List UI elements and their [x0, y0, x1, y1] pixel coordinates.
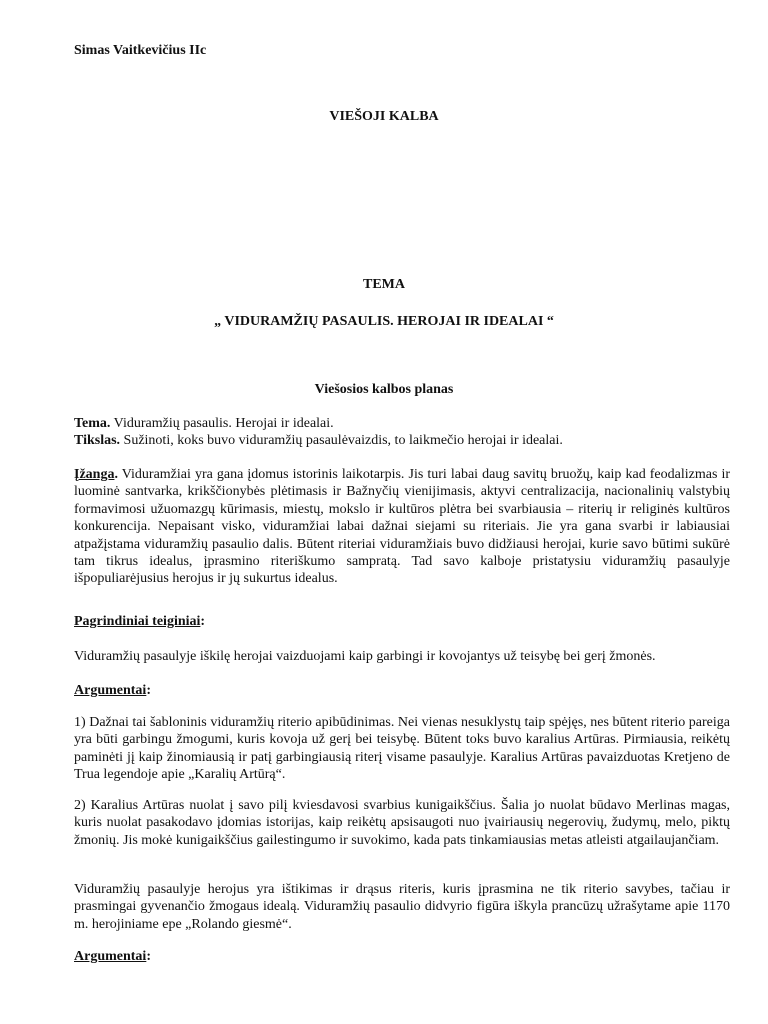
argumentai-heading	[74, 682, 730, 699]
argument-2: 2) Karalius Artūras nuolat į savo pilį kviesdavosi svarbius kunigaikščius. Šalia jo nuolat būdavo Merlinas magas, kuris nuolat pasakodavo įdomias istorijas, kaip reikėtų apsisaugoti nuo įvairiausių negerovių, žudymų, melo, piktų žmonių. Jis mokė kunigaikščius gailestingumo ir suvokimo, kada pats tinkamiausias metas atleisti atgailaujančiam.	[74, 798, 730, 848]
topic-title: „ VIDURAMŽIŲ PASAULIS. HEROJAI IR IDEALAI “	[214, 314, 554, 329]
tema-text: Viduramžių pasaulis. Herojai ir idealai.	[110, 416, 334, 431]
tema-label: Tema.	[74, 416, 111, 431]
author-name: Simas Vaitkevičius IIc	[74, 43, 207, 58]
izanga-text: Viduramžiai yra gana įdomus istorinis laikotarpis. Jis turi labai daug savitų bruožų, kaip kad feodalizmas ir luominė santvarka, krikščionybės plėtimasis ir Bažnyčių vienijimasis, aktyvi centralizacija, nacionalinių valstybių formavimosi užuomazgų kūrimasis, miestų, mokslo ir kultūros plėtra bei svarbiausia – riterių ir religinės kultūros konkurencija. Nepaisant visko, viduramžiai labai dažnai siejami su riteriais. Jie yra gana svarbi ir labiausiai atpažįstama viduramžių pasaulio dalis. Būtent riteriai viduramžiais buvo didžiausi herojai, kurie savo būtimi sukūrė tam tikrus idealus, įprasmino riteriškumo sampratą. Tad savo kalboje pristatysiu viduramžių pasaulyje išpopuliarėjusius herojus ir jų sukurtus idealus.	[74, 467, 730, 587]
pagrindiniai-colon: :	[200, 614, 206, 629]
document-title: VIEŠOJI KALBA	[329, 109, 439, 124]
thesis-2: Viduramžių pasaulyje herojus yra ištikimas ir drąsus riteris, kuris įprasmina ne tik riterio savybes, tačiau ir prasmingai gyvenančio žmogaus idealą. Viduramžių pasaulio didvyrio figūra iškyla prancūzų užrašytame apie 1170 m. herojiniame epe „Rolando giesmė“.	[74, 882, 730, 932]
argumentai-label: Argumentai	[74, 683, 147, 698]
thesis-1: Viduramžių pasaulyje iškilę herojai vaizduojami kaip garbingi ir kovojantys už teisybę bei gerį žmonės.	[74, 649, 656, 664]
tikslas-line	[74, 432, 730, 449]
izanga-paragraph	[74, 466, 730, 588]
argumentai-heading-2	[74, 948, 730, 965]
izanga-punct: .	[114, 467, 118, 482]
izanga-label: Įžanga	[74, 467, 115, 482]
topic-heading: TEMA	[363, 277, 405, 292]
tikslas-label: Tikslas.	[74, 433, 121, 448]
pagrindiniai-heading	[74, 613, 730, 630]
argument-1: 1) Dažnai tai šabloninis viduramžių riterio apibūdinimas. Nei vienas nesuklystų taip spėjęs, nes būtent riterio pareiga yra būti garbingu žmogumi, kuris kovoja už gerį bei teisybę. Būtent toks buvo karalius Artūras. Pirmiausia, reikėtų paminėti jį kaip žinomiausią ir patį garbingiausią riterį visame pasaulyje. Karalius Artūras pavaizduotas Kretjeno de Trua legendoje apie „Karalių Artūrą“.	[74, 715, 730, 783]
tema-line	[74, 415, 730, 432]
pagrindiniai-label: Pagrindiniai teiginiai	[74, 614, 201, 629]
tikslas-text: Sužinoti, koks buvo viduramžių pasaulėvaizdis, to laikmečio herojai ir idealai.	[120, 433, 563, 448]
argumentai-2-colon: :	[146, 949, 151, 964]
argumentai-2-label: Argumentai	[74, 949, 147, 964]
plan-heading: Viešosios kalbos planas	[314, 382, 454, 397]
argumentai-colon: :	[146, 683, 151, 698]
